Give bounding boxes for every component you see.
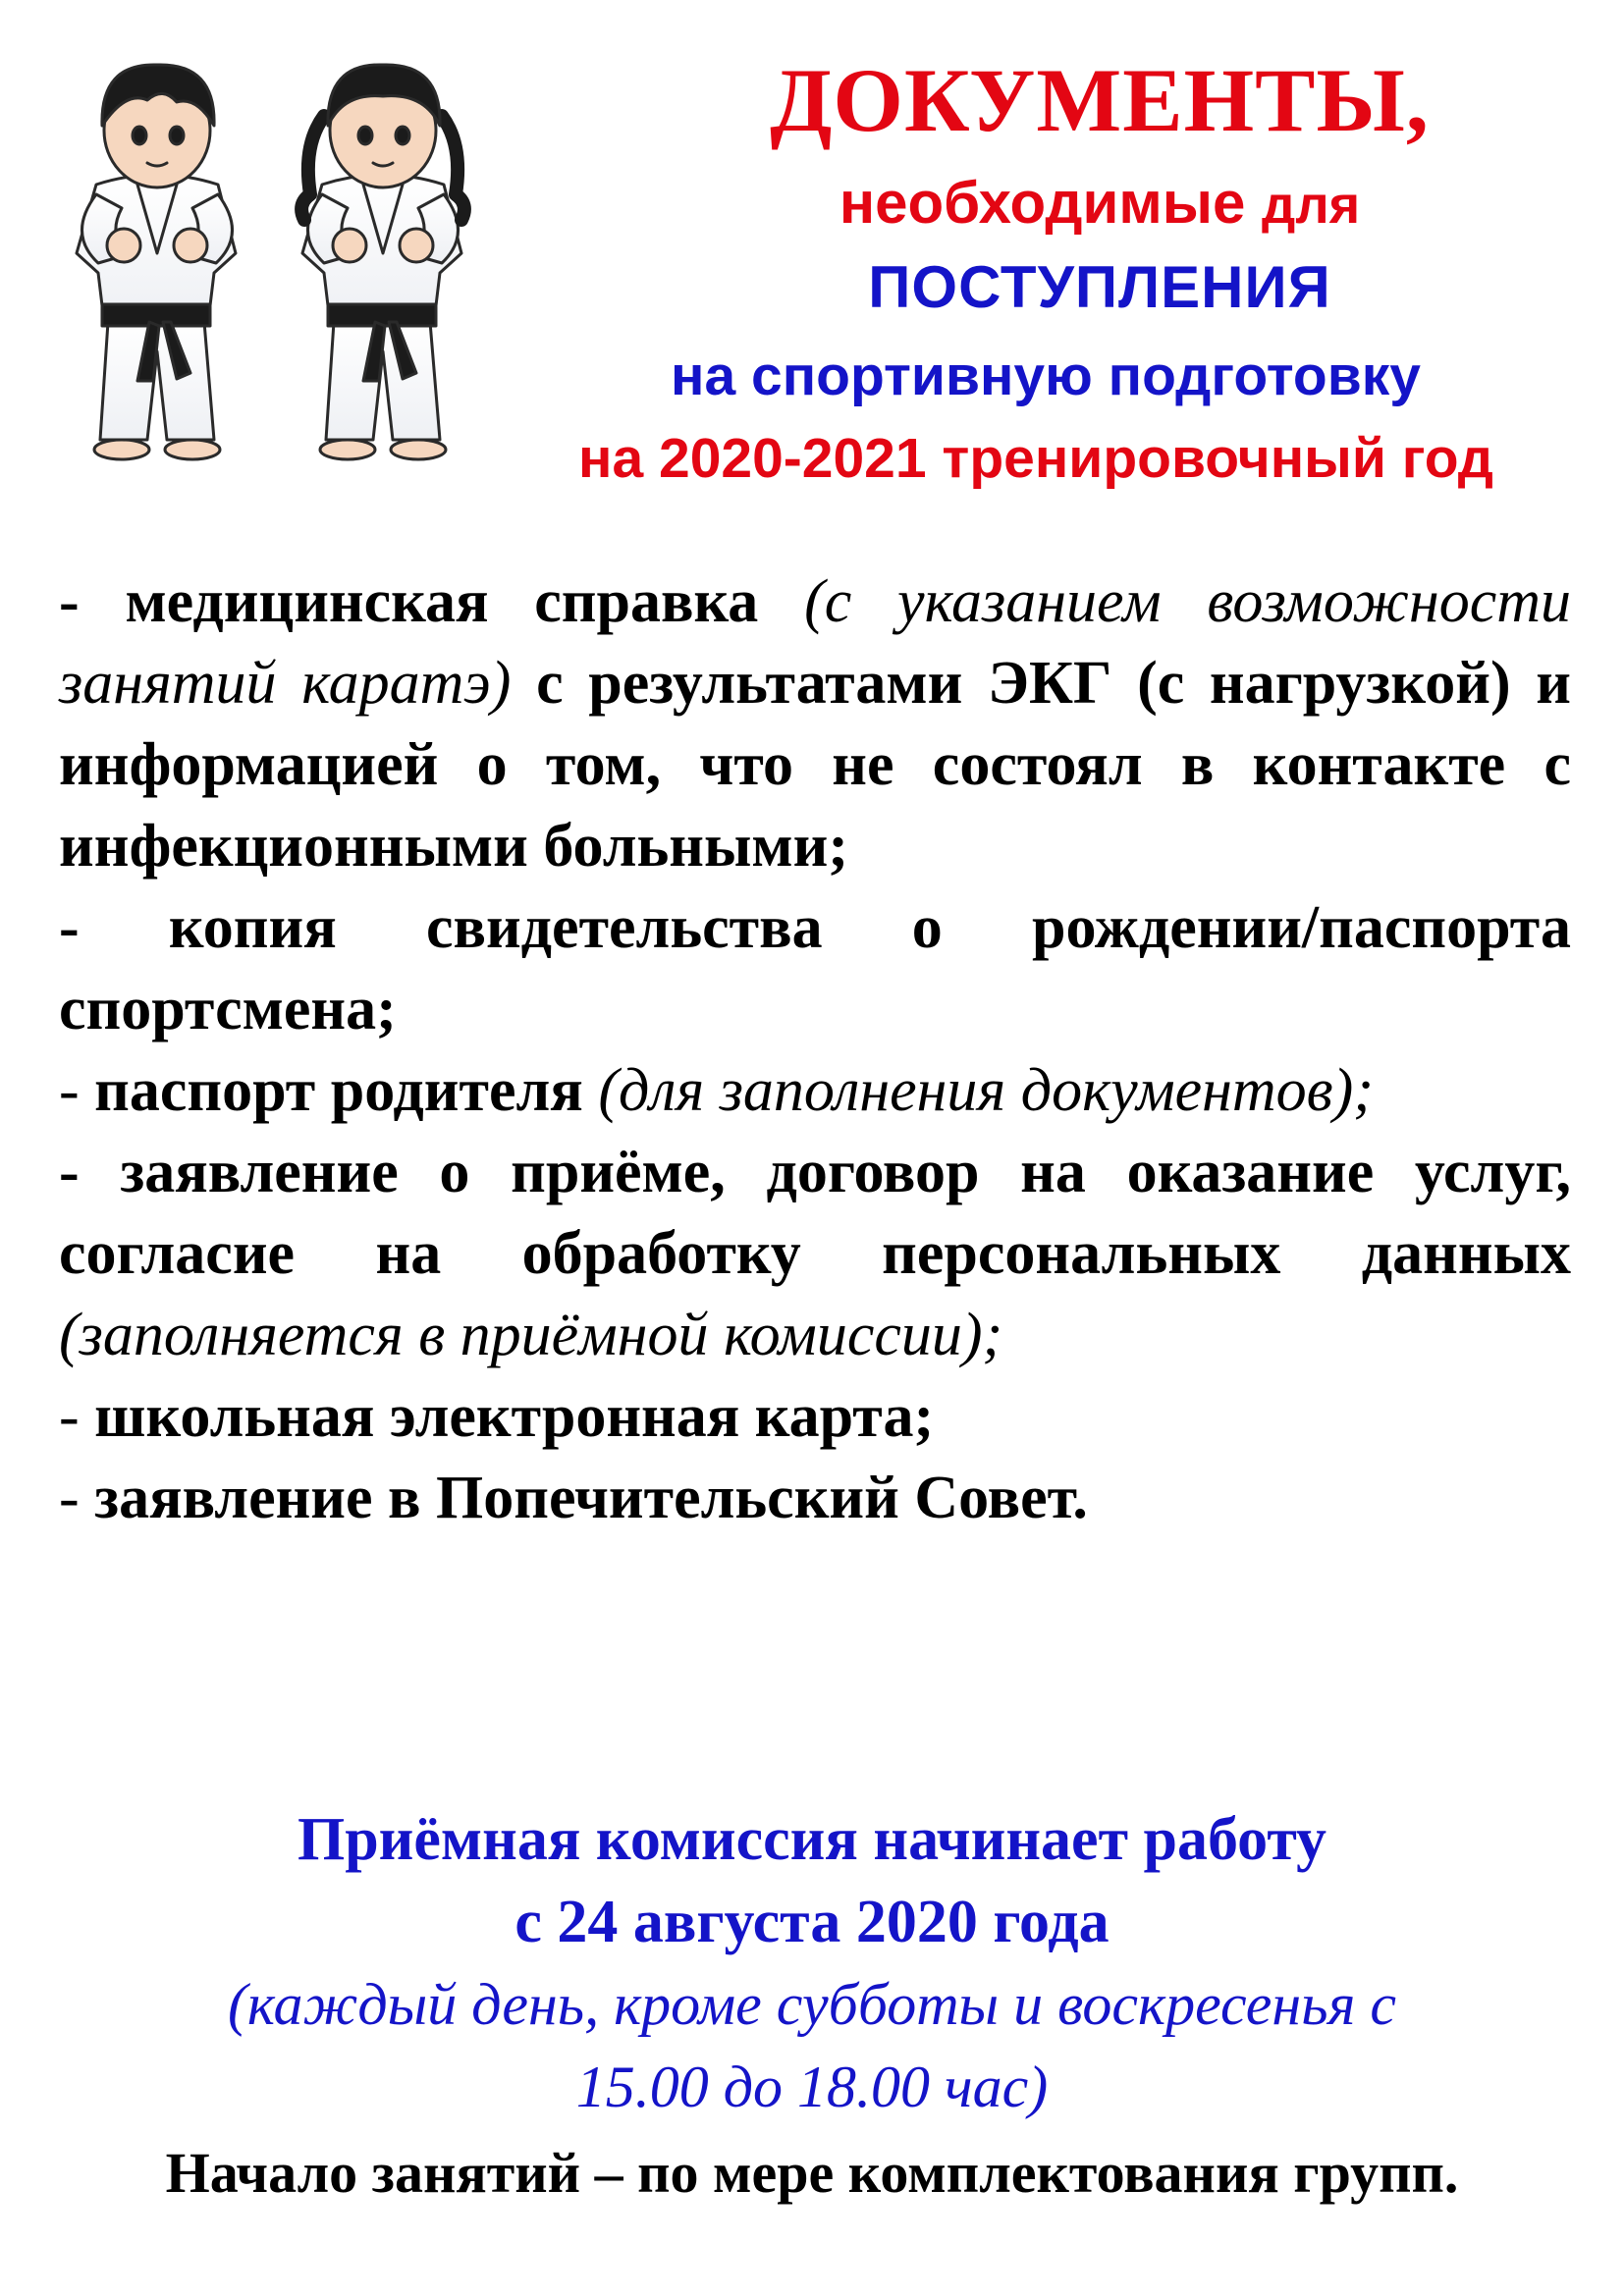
title: ДОКУМЕНТЫ, bbox=[770, 50, 1430, 150]
subtitle-training-year: на 2020-2021 тренировочный год bbox=[578, 427, 1493, 490]
list-item-medical-certificate bbox=[59, 561, 1571, 887]
list-item-dash: - bbox=[59, 1383, 80, 1450]
classes-start-note: Начало занятий – по мере комплектования групп. bbox=[165, 2141, 1459, 2205]
karate-kids-illustration bbox=[39, 27, 530, 479]
boy-figure-icon bbox=[77, 65, 236, 459]
list-item-text: с результатами ЭКГ (с нагрузкой) и информацией о том, что не состоял в контакте с инфекционными больными; bbox=[59, 650, 1571, 880]
girl-figure-icon bbox=[301, 65, 464, 459]
subtitle-admission: ПОСТУПЛЕНИЯ bbox=[868, 254, 1331, 320]
list-item-application bbox=[59, 1132, 1571, 1376]
list-item-text: школьная электронная карта; bbox=[94, 1383, 935, 1450]
subtitle-needed bbox=[687, 163, 1512, 245]
list-item-note: (заполняется в приёмной комиссии); bbox=[59, 1302, 1003, 1368]
list-item-dash: - bbox=[59, 1057, 80, 1124]
documents-list bbox=[59, 561, 1571, 1539]
list-item-text: паспорт родителя bbox=[94, 1057, 583, 1124]
schedule-note-line1: (каждый день, кроме субботы и воскресенья с bbox=[227, 1972, 1397, 2037]
subtitle-sport-training: на спортивную подготовку bbox=[671, 345, 1421, 407]
list-item-parent-passport bbox=[59, 1050, 1571, 1132]
list-item-note: (для заполнения документов); bbox=[598, 1057, 1374, 1124]
list-item-birth-certificate bbox=[59, 887, 1571, 1050]
commission-start-line: Приёмная комиссия начинает работу bbox=[297, 1806, 1327, 1873]
list-item-note: (с указанием возможности занятий каратэ) bbox=[59, 568, 1571, 717]
list-item-school-card bbox=[59, 1376, 1571, 1458]
list-item-text: - заявление о приёме, договор на оказание услуг, согласие на обработку персональных данных bbox=[59, 1139, 1571, 1287]
list-item-text: - медицинская справка bbox=[59, 568, 759, 635]
list-item-dash: - bbox=[59, 1465, 80, 1531]
subtitle-for-word: для bbox=[1262, 176, 1361, 235]
commission-date-line: с 24 августа 2020 года bbox=[514, 1889, 1110, 1955]
list-item-text: заявление в Попечительский Совет. bbox=[94, 1465, 1088, 1531]
list-item-text: - копия свидетельства о рождении/паспорта спортсмена; bbox=[59, 894, 1571, 1042]
list-item-trustee-council bbox=[59, 1458, 1571, 1539]
schedule-note-line2: 15.00 до 18.00 час) bbox=[575, 2055, 1049, 2119]
subtitle-needed-word: необходимые bbox=[839, 170, 1246, 236]
